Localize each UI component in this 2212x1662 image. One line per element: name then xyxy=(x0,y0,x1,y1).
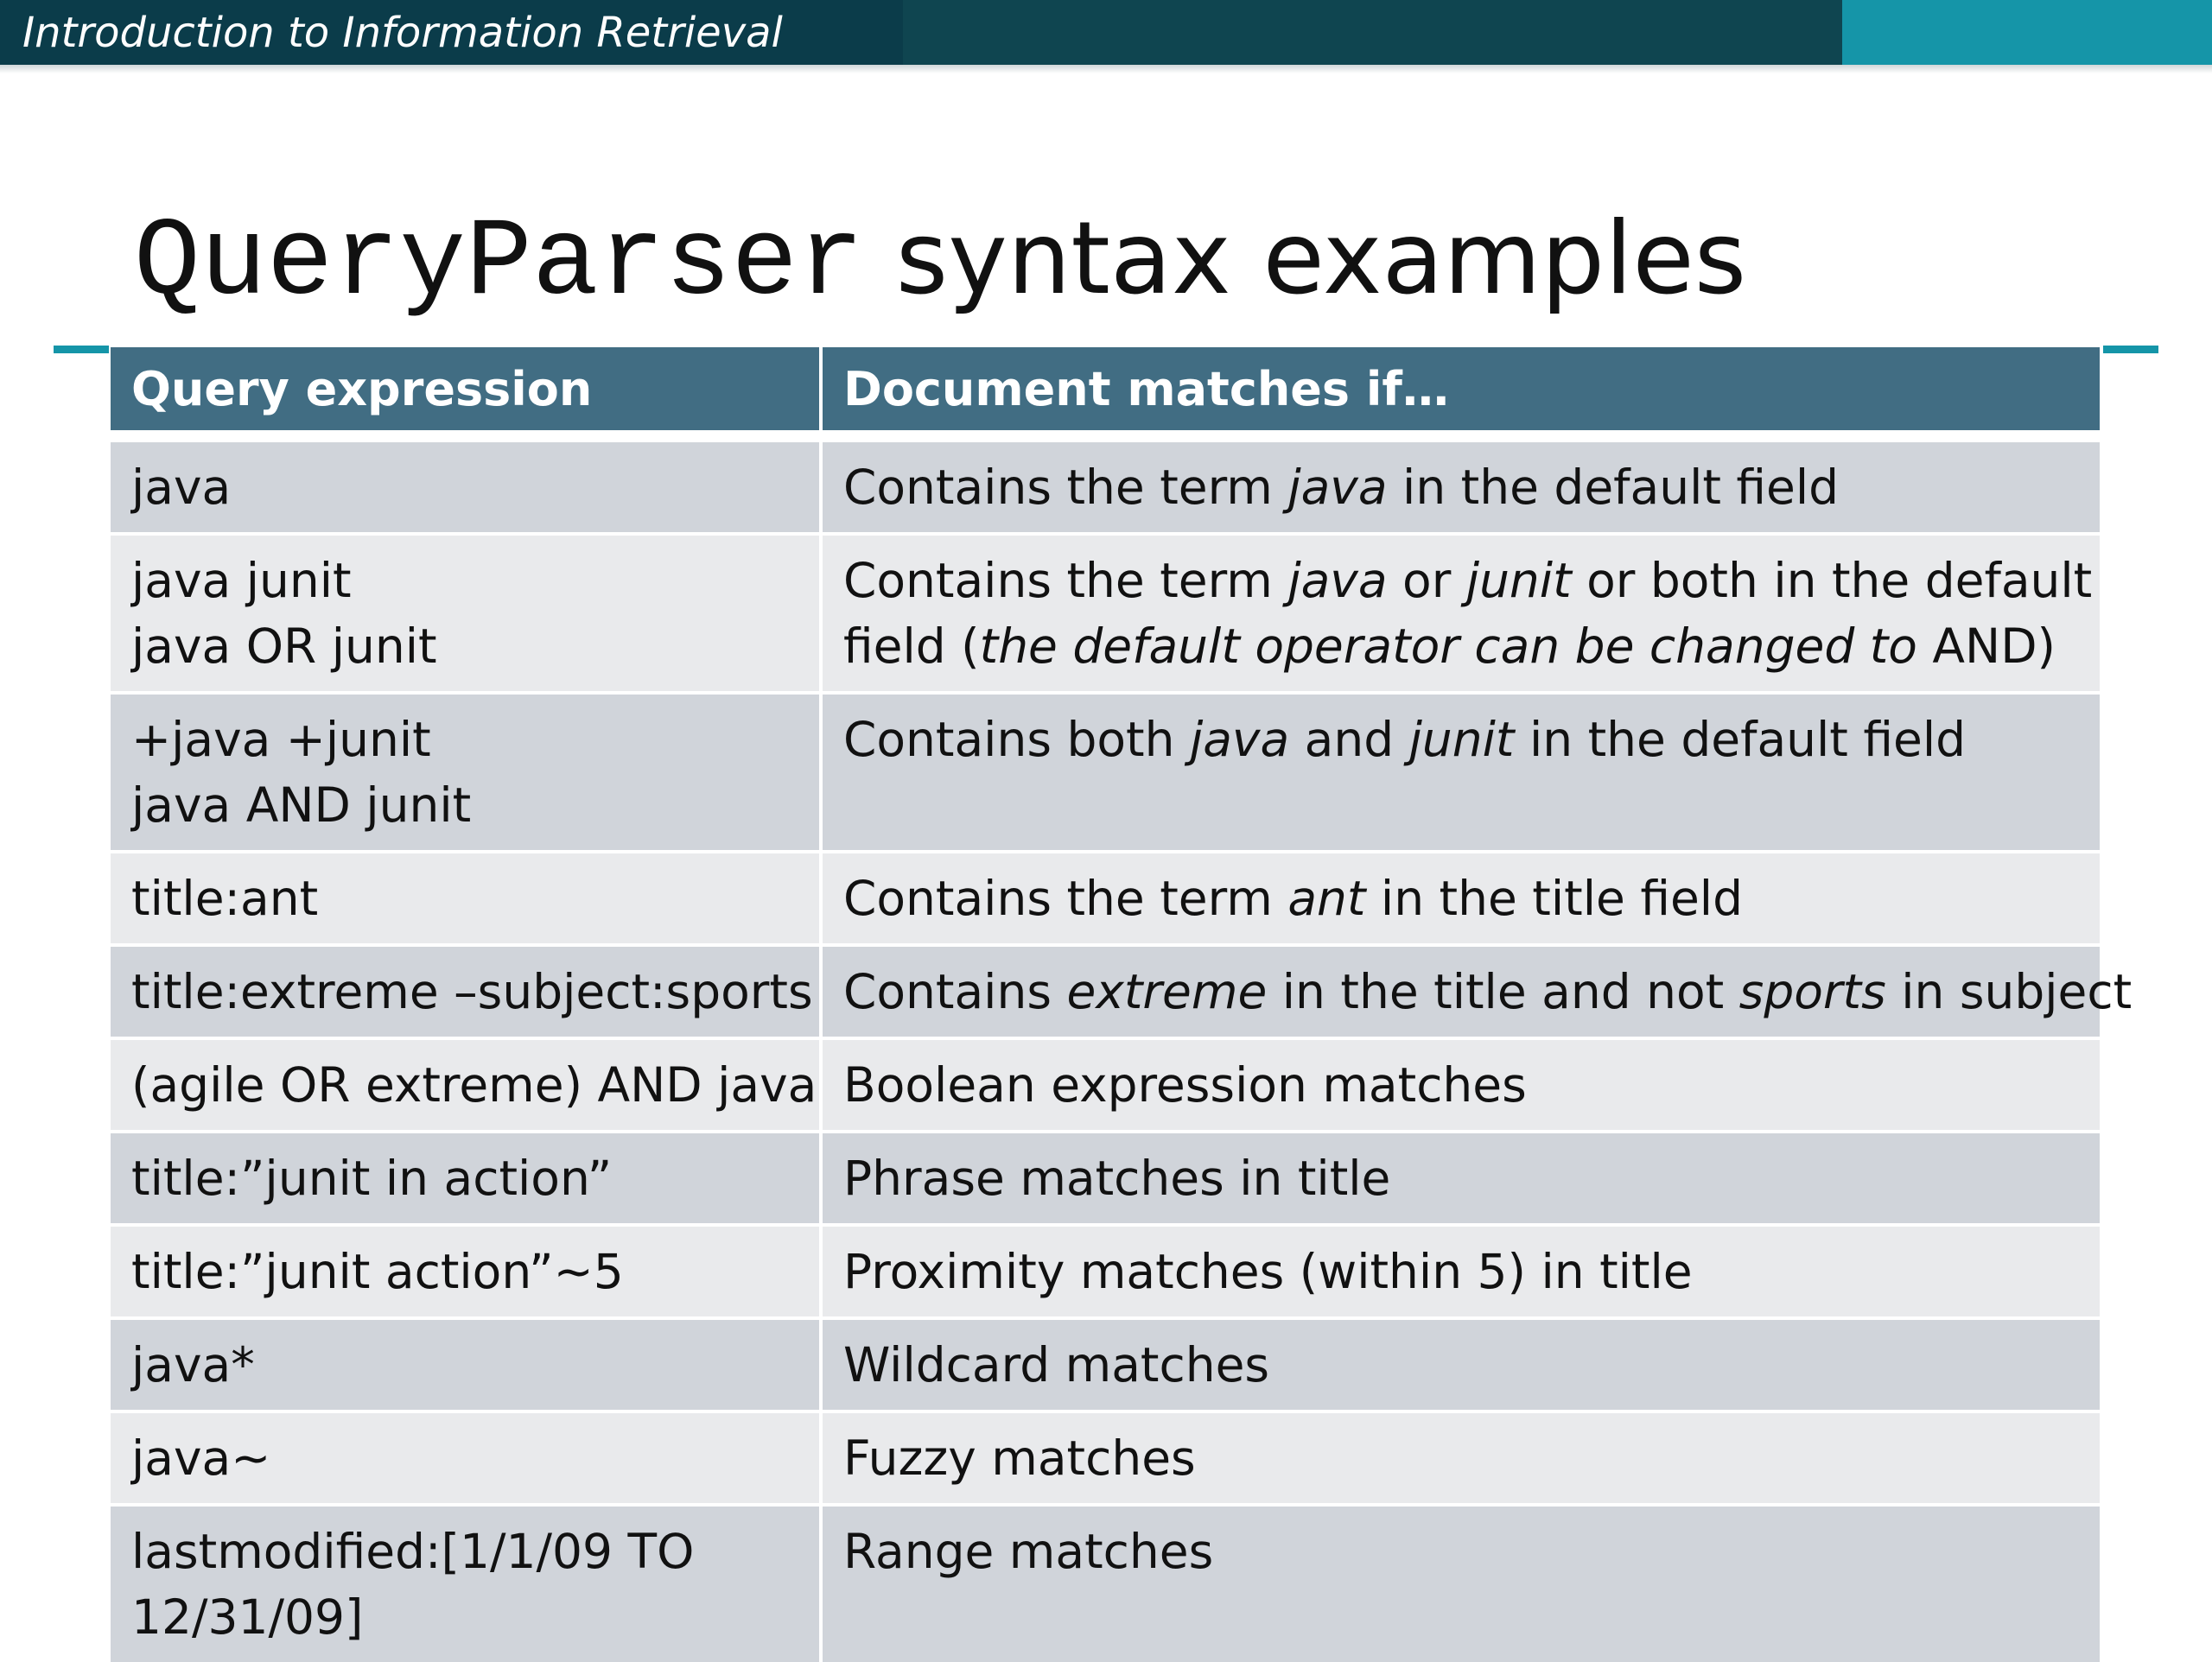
match-term: sports xyxy=(1738,964,1886,1019)
match-cell xyxy=(819,850,2100,943)
match-text: field ( xyxy=(843,618,980,674)
query-text: +java +junit xyxy=(131,712,431,767)
match-text: Contains both xyxy=(843,712,1190,767)
match-text: in subject xyxy=(1885,964,2133,1019)
table-row xyxy=(111,1503,2100,1662)
match-term: java xyxy=(1287,553,1388,608)
column-header-query: Query expression xyxy=(111,347,819,439)
match-cell xyxy=(819,439,2100,532)
query-text: java junit xyxy=(131,553,352,608)
match-cell xyxy=(819,943,2133,1037)
match-text: in the title and not xyxy=(1267,964,1739,1019)
match-cell xyxy=(819,1037,2100,1130)
match-text: Wildcard matches xyxy=(843,1337,1270,1392)
match-note: the default operator can be changed to xyxy=(979,618,1917,674)
slide-title-code: QueryParser xyxy=(134,201,864,327)
column-header-match: Document matches if… xyxy=(819,347,2100,439)
table-row xyxy=(111,1130,2100,1223)
table-row xyxy=(111,1223,2100,1316)
query-cell xyxy=(111,691,819,850)
match-text: Contains the term xyxy=(843,553,1288,608)
query-text: title:”junit action”~5 xyxy=(131,1244,624,1299)
header-accent-block xyxy=(1842,0,2212,65)
match-text: in the default field xyxy=(1514,712,1967,767)
query-cell xyxy=(111,1130,819,1223)
table-row xyxy=(111,1037,2100,1130)
match-term: junit xyxy=(1465,553,1572,608)
query-cell xyxy=(111,850,819,943)
match-term: extreme xyxy=(1066,964,1268,1019)
slide-title xyxy=(134,190,1746,328)
query-text: java* xyxy=(131,1337,255,1392)
query-cell xyxy=(111,943,819,1037)
match-text: Phrase matches in title xyxy=(843,1151,1391,1206)
query-text: java~ xyxy=(131,1430,271,1486)
query-text: java OR junit xyxy=(131,618,437,674)
match-text: or both in the default xyxy=(1571,553,2093,608)
query-text: title:extreme –subject:sports xyxy=(131,964,813,1019)
header-shadow xyxy=(0,65,2212,73)
match-term: java xyxy=(1189,712,1290,767)
match-text: Range matches xyxy=(843,1524,1214,1579)
table-row xyxy=(111,943,2100,1037)
match-text: Fuzzy matches xyxy=(843,1430,1196,1486)
match-cell xyxy=(819,1316,2100,1410)
match-cell xyxy=(819,1130,2100,1223)
match-text: Contains the term xyxy=(843,871,1288,926)
query-text: lastmodified:[1/1/09 TO xyxy=(131,1524,695,1579)
match-term: ant xyxy=(1287,871,1366,926)
match-text: Contains xyxy=(843,964,1067,1019)
table-row xyxy=(111,1316,2100,1410)
table-row xyxy=(111,1410,2100,1503)
query-text: title:”junit in action” xyxy=(131,1151,613,1206)
table-header-row xyxy=(111,347,2100,439)
table-row xyxy=(111,691,2100,850)
query-text: 12/31/09] xyxy=(131,1589,364,1645)
table-row xyxy=(111,532,2100,691)
query-text: title:ant xyxy=(131,871,319,926)
query-text: java xyxy=(131,460,232,515)
match-cell xyxy=(819,1410,2100,1503)
match-text: in the title field xyxy=(1365,871,1743,926)
course-title: Introduction to Information Retrieval xyxy=(22,9,783,57)
match-text: and xyxy=(1289,712,1409,767)
syntax-examples-table xyxy=(111,347,2133,1662)
match-term: java xyxy=(1287,460,1388,515)
query-text: (agile OR extreme) AND java xyxy=(131,1057,817,1113)
query-cell xyxy=(111,1037,819,1130)
query-cell xyxy=(111,1223,819,1316)
match-cell xyxy=(819,1503,2100,1662)
match-cell xyxy=(819,1223,2100,1316)
match-text: in the default field xyxy=(1387,460,1840,515)
match-text: or xyxy=(1387,553,1466,608)
match-text: Proximity matches (within 5) in title xyxy=(843,1244,1693,1299)
table-row xyxy=(111,850,2100,943)
match-text: AND) xyxy=(1916,618,2056,674)
match-cell xyxy=(819,532,2100,691)
query-cell xyxy=(111,1316,819,1410)
query-cell xyxy=(111,532,819,691)
match-text: Contains the term xyxy=(843,460,1288,515)
match-term: junit xyxy=(1408,712,1515,767)
query-cell xyxy=(111,1503,819,1662)
decorative-line-left xyxy=(54,346,109,353)
query-cell xyxy=(111,439,819,532)
table-row xyxy=(111,439,2100,532)
slide-title-text: syntax examples xyxy=(863,200,1747,317)
match-text: Boolean expression matches xyxy=(843,1057,1527,1113)
query-cell xyxy=(111,1410,819,1503)
decorative-line-right xyxy=(2103,346,2158,353)
match-cell xyxy=(819,691,2100,850)
query-text: java AND junit xyxy=(131,777,472,833)
